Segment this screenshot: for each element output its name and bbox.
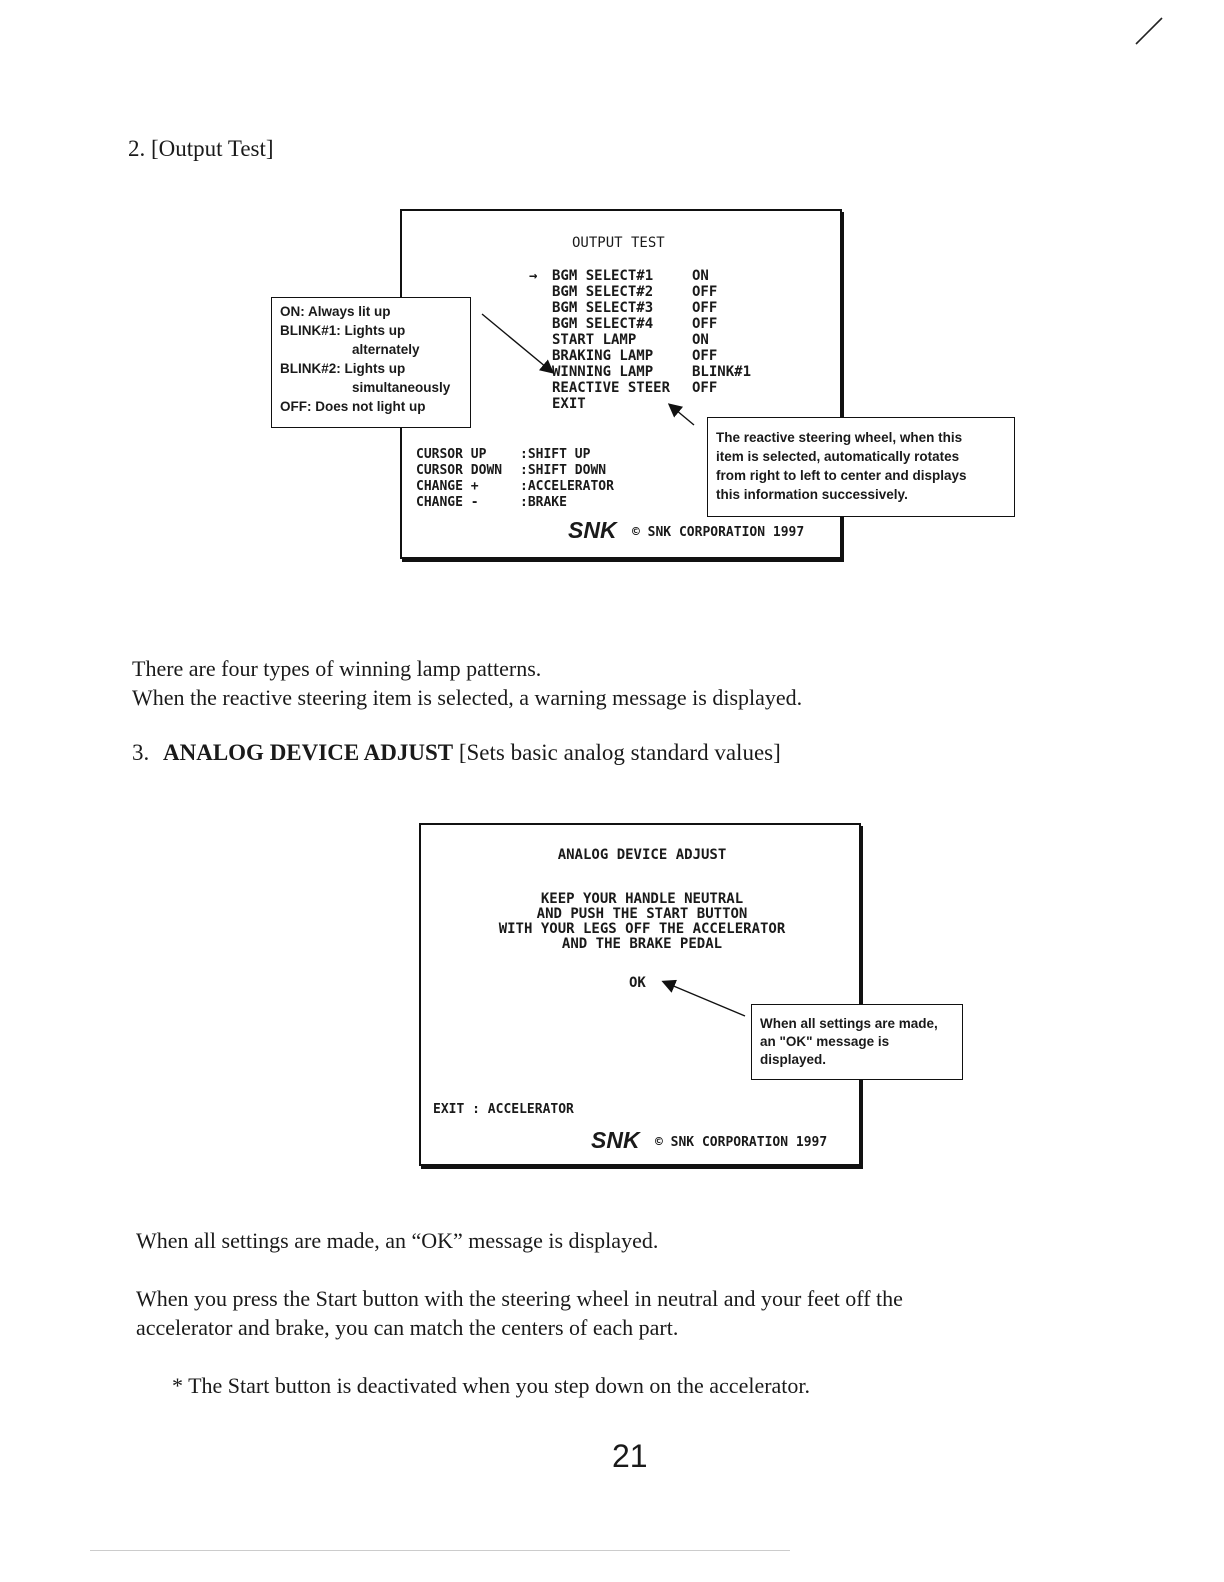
menu-value: OFF	[692, 348, 718, 364]
menu-value: ON	[692, 332, 709, 348]
start-paragraph-line1: When you press the Start button with the steering wheel in neutral and your feet off the	[136, 1286, 903, 1311]
exit-hint: EXIT : ACCELERATOR	[433, 1102, 574, 1117]
menu-value: ON	[692, 268, 709, 284]
instruction-line: AND PUSH THE START BUTTON	[536, 906, 748, 922]
analog-adjust-title: ANALOG DEVICE ADJUST	[557, 847, 727, 863]
callout-line: alternately	[352, 342, 420, 357]
output-test-title: OUTPUT TEST	[572, 235, 665, 251]
control-key: CURSOR DOWN	[416, 463, 503, 478]
selector-arrow-icon: →	[529, 268, 538, 284]
control-key: CURSOR UP	[416, 447, 487, 462]
callout-line: simultaneously	[352, 380, 451, 395]
scan-edge-divider	[90, 1550, 790, 1551]
instruction-line: AND THE BRAKE PEDAL	[561, 936, 723, 952]
page-number: 21	[612, 1438, 648, 1474]
snk-logo: SNK	[591, 1127, 640, 1153]
start-button-note: * The Start button is deactivated when you step down on the accelerator.	[172, 1373, 811, 1398]
callout-line: item is selected, automatically rotates	[716, 449, 960, 464]
section3-number: 3.	[132, 740, 150, 765]
menu-value: OFF	[692, 284, 718, 300]
callout-line: OFF: Does not light up	[280, 399, 426, 414]
section2-heading: 2. [Output Test]	[128, 136, 274, 161]
menu-item[interactable]: BGM SELECT#2	[552, 284, 654, 300]
callout-line: ON: Always lit up	[280, 304, 391, 319]
control-action: :SHIFT DOWN	[520, 463, 607, 478]
control-action: :ACCELERATOR	[520, 479, 614, 494]
menu-item[interactable]: WINNING LAMP	[552, 364, 654, 380]
callout-line: When all settings are made,	[760, 1016, 938, 1031]
menu-item[interactable]: START LAMP	[552, 332, 637, 348]
menu-value: OFF	[692, 316, 718, 332]
start-paragraph-line2: accelerator and brake, you can match the centers of each part.	[136, 1315, 679, 1340]
copyright-text: © SNK CORPORATION 1997	[632, 525, 805, 540]
callout-line: BLINK#1: Lights up	[280, 323, 406, 338]
menu-item[interactable]: REACTIVE STEER	[552, 380, 671, 396]
callout-arrows-icon	[0, 0, 1224, 600]
callout-line: The reactive steering wheel, when this	[716, 430, 963, 445]
winning-lamp-paragraph: There are four types of winning lamp patterns.	[132, 656, 542, 681]
callout-line: this information successively.	[716, 487, 908, 502]
callout-line: BLINK#2: Lights up	[280, 361, 406, 376]
callout-line: displayed.	[760, 1052, 827, 1067]
menu-value: BLINK#1	[692, 364, 752, 380]
menu-item[interactable]: BGM SELECT#1	[552, 268, 654, 284]
instruction-line: WITH YOUR LEGS OFF THE ACCELERATOR	[498, 921, 786, 937]
control-action: :SHIFT UP	[520, 447, 591, 462]
instruction-line: KEEP YOUR HANDLE NEUTRAL	[540, 891, 744, 907]
ok-message: OK	[629, 975, 646, 991]
callout-line: from right to left to center and displays	[716, 468, 967, 483]
menu-item[interactable]: BRAKING LAMP	[552, 348, 654, 364]
copyright-text: © SNK CORPORATION 1997	[655, 1135, 828, 1150]
section3-subtitle: [Sets basic analog standard values]	[458, 740, 781, 765]
ok-paragraph: When all settings are made, an “OK” message is displayed.	[136, 1228, 659, 1253]
callout-line: an "OK" message is	[760, 1034, 890, 1049]
section3-title: ANALOG DEVICE ADJUST	[163, 740, 454, 765]
ok-arrow-icon	[0, 900, 1224, 1100]
control-key: CHANGE -	[416, 495, 479, 510]
menu-value: OFF	[692, 300, 718, 316]
section3-heading	[132, 740, 781, 766]
menu-item[interactable]: EXIT	[552, 396, 586, 412]
menu-item[interactable]: BGM SELECT#3	[552, 300, 654, 316]
control-key: CHANGE +	[416, 479, 479, 494]
menu-value: OFF	[692, 380, 718, 396]
menu-item[interactable]: BGM SELECT#4	[552, 316, 654, 332]
reactive-steer-paragraph: When the reactive steering item is selected, a warning message is displayed.	[132, 685, 803, 710]
control-action: :BRAKE	[520, 495, 567, 510]
snk-logo: SNK	[568, 517, 617, 543]
